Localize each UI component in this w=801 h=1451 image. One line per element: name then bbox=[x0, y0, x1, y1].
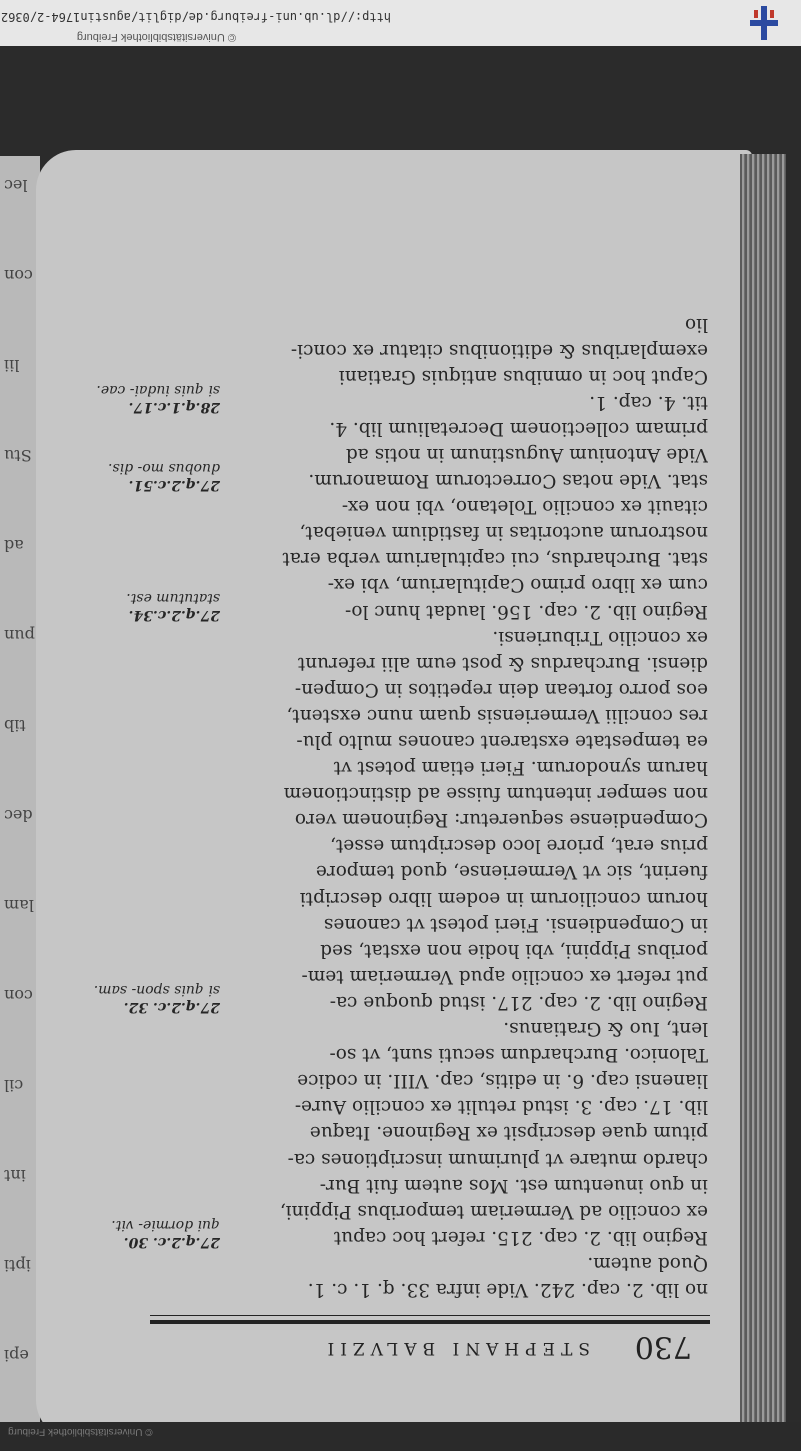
text-line: tit. 4. cap. 1. bbox=[589, 391, 708, 413]
gloss-reference: 28.q.1.c.17. bbox=[128, 398, 220, 415]
text-line: Caput hoc in omnibus antiquis Gratiani bbox=[338, 365, 708, 387]
text-line: eos porro fortean dein repetitos in Compen- bbox=[294, 678, 708, 700]
facing-page-fragment: cil bbox=[4, 1076, 24, 1095]
gloss-incipit: duobus mo- dis. bbox=[108, 459, 220, 476]
facing-page-fragment: lii bbox=[4, 356, 20, 375]
text-line: Regino lib. 2. cap. 156. laudat hunc lo- bbox=[345, 600, 708, 622]
text-line: stat. Vide notas Correctorum Romanorum. bbox=[308, 470, 708, 492]
facing-page-fragment: lam bbox=[4, 896, 34, 915]
margin-gloss bbox=[94, 981, 220, 1015]
margin-gloss bbox=[108, 459, 220, 493]
text-line: ea tempestate exstarent canones multo plu- bbox=[296, 731, 708, 753]
text-line: stat. Burchardus, cui capitularium verba erat bbox=[282, 548, 708, 570]
text-line: chardo mutare vt plurimum inscriptiones ca- bbox=[287, 1148, 708, 1170]
facing-page-fragment: tib bbox=[4, 716, 26, 735]
body-text bbox=[228, 310, 708, 1302]
text-line: Regino lib. 2. cap. 217. istud quoque ca- bbox=[329, 991, 708, 1013]
text-line: harum synodorum. Fieri etiam potest vt bbox=[333, 757, 708, 779]
gloss-incipit: qui dormie- vit. bbox=[111, 1216, 220, 1233]
text-line: res concilii Vermeriensis quam nunc exstent, bbox=[286, 704, 708, 726]
text-line: nostrorum auctoritas in fastidium veniebat, bbox=[299, 522, 708, 544]
text-line: ex concilio ad Vermeriam temporibus Pippini, bbox=[279, 1200, 708, 1222]
text-line: Compendiense sequeretur: Reginonem vero bbox=[294, 809, 708, 831]
page-text-rotated bbox=[60, 236, 720, 1366]
text-line: lio bbox=[685, 313, 708, 335]
gloss-reference: 27.q.2.c. 32. bbox=[123, 998, 220, 1015]
text-line: lent, Iuo & Gratianus. bbox=[503, 1018, 708, 1040]
text-line: in quo inuentum est. Mos autem fuit Bur- bbox=[319, 1174, 708, 1196]
facing-page-fragment: con bbox=[4, 266, 33, 285]
page-edges bbox=[740, 154, 786, 1434]
header-rule-thin bbox=[150, 1315, 710, 1316]
facing-page-fragment: ipti bbox=[4, 1256, 31, 1275]
viewer-header bbox=[0, 0, 801, 47]
text-line: poribus Pippini, vbi hodie non exstat, sed bbox=[320, 939, 708, 961]
gloss-reference: 27.q.2.c.51. bbox=[128, 476, 220, 493]
margin-gloss bbox=[126, 589, 220, 623]
margin-gloss bbox=[111, 1216, 220, 1250]
running-head bbox=[150, 1326, 710, 1366]
facing-page-fragment: dec bbox=[4, 806, 33, 825]
text-line: fuerint, sic vt Vermeriense, quod tempore bbox=[315, 861, 708, 883]
gloss-incipit: si quis spon- sam. bbox=[93, 981, 220, 998]
text-line: horum conciliorum in eodem libro descripti bbox=[299, 887, 708, 909]
gloss-reference: 27.q.2.c.34. bbox=[128, 607, 220, 624]
text-line: non semper intentum fuisse ad distinctionem bbox=[283, 783, 708, 805]
copyright-notice: © Universitätsbibliothek Freiburg bbox=[76, 31, 236, 43]
text-line: lib. 17. cap. 3. istud retulit ex concilio Aure- bbox=[294, 1096, 708, 1118]
library-logo-icon bbox=[750, 6, 778, 40]
page-number: 730 bbox=[634, 1329, 692, 1364]
source-url[interactable]: http://dl.ub.uni-freiburg.de/diglit/agustin1764-2/0362 bbox=[0, 10, 391, 24]
footer-strip bbox=[0, 1422, 801, 1451]
header-rotated bbox=[0, 0, 801, 46]
text-line: pitum quae descripsit ex Reginone. Itaque bbox=[309, 1122, 708, 1144]
text-line: no lib. 2. cap. 242. Vide infra 33. q. 1. c. 1. bbox=[307, 1279, 708, 1300]
facing-page-fragment: lec bbox=[4, 176, 28, 195]
facing-page-fragment: ad bbox=[4, 536, 24, 555]
text-line: Quod autem. bbox=[587, 1252, 708, 1274]
gloss-incipit: si quis iudai- cae. bbox=[96, 381, 220, 398]
gloss-incipit: statutum est. bbox=[126, 590, 220, 607]
text-line: Vide Antonium Augustinum in notis ad bbox=[345, 444, 708, 465]
facing-page-fragment: epi bbox=[4, 1346, 29, 1365]
running-title: STEPHANI BALVZII bbox=[321, 1338, 590, 1358]
text-line: diensi. Burchardus & post eum alii referunt bbox=[297, 652, 708, 674]
text-line: cum ex libro primo Capitularium, vbi ex- bbox=[327, 574, 708, 596]
facing-page-fragment: con bbox=[4, 986, 33, 1005]
gloss-reference: 27.q.2.c. 30. bbox=[123, 1233, 220, 1250]
text-line: Talonico. Burchardum secuti sunt, vt so- bbox=[329, 1044, 708, 1066]
facing-page-fragment: Stu bbox=[4, 446, 32, 465]
text-line: in Compendiensi. Fieri potest vt canones bbox=[323, 913, 708, 935]
footer-copyright: © Universitätsbibliothek Freiburg bbox=[8, 1426, 153, 1437]
header-rule-thick bbox=[150, 1320, 710, 1324]
text-line: lianensi cap. 6. in editis, cap. VIII. in codice bbox=[297, 1070, 708, 1092]
text-line: citauit ex concilio Toletano, vbi non ex- bbox=[341, 496, 708, 518]
text-line: primam collectionem Decretalium lib. 4. bbox=[329, 417, 708, 439]
text-line: Regino lib. 2. cap. 215. refert hoc caput bbox=[333, 1226, 708, 1248]
text-line: put refert ex concilio apud Vermeriam tem- bbox=[301, 965, 708, 987]
text-line: ex concilio Triburiensi. bbox=[492, 626, 708, 648]
facing-page-edge bbox=[0, 156, 40, 1446]
text-line: exemplaribus & editionibus citatur ex conci- bbox=[290, 339, 708, 361]
facing-page-fragment: pun bbox=[4, 626, 35, 645]
facing-page-fragment: int bbox=[4, 1166, 26, 1185]
text-line: prius erat, priore loco descriptum esset, bbox=[330, 835, 708, 857]
margin-gloss bbox=[96, 381, 220, 415]
